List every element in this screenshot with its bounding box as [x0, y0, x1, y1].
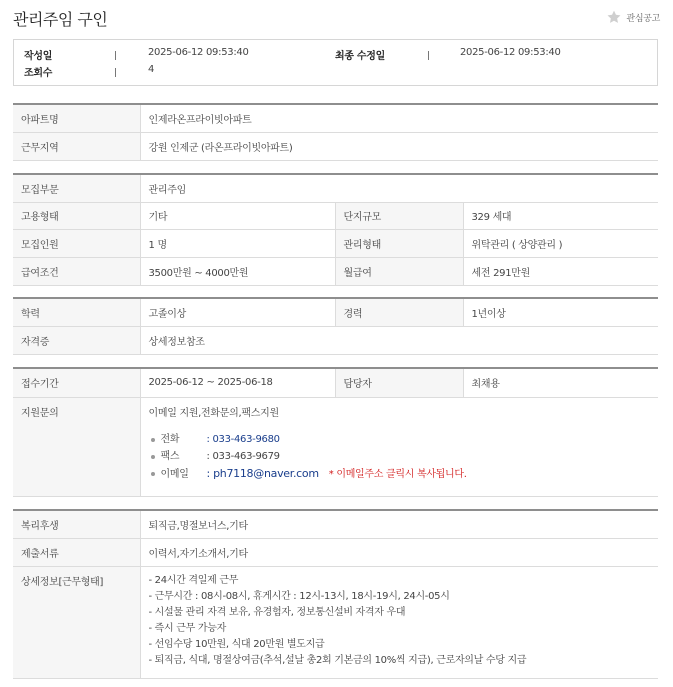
table-row — [13, 397, 658, 496]
documents-label: 제출서류 — [13, 538, 140, 566]
created-label: 작성일 — [24, 51, 53, 62]
contact-fax — [149, 448, 659, 465]
contact-phone — [149, 431, 659, 448]
table-row — [13, 257, 658, 285]
detail-line: - 선임수당 10만원, 식대 20만원 별도지급 — [148, 638, 325, 650]
welfare-value: 퇴직금,명절보너스,기타 — [140, 510, 658, 538]
email-link[interactable]: : ph7118@naver.com — [206, 466, 319, 480]
divider — [428, 51, 429, 60]
region-value: 강원 인제군 (라온프라이빗아파트) — [140, 132, 658, 160]
favorite-button[interactable] — [606, 9, 660, 25]
meta-row-views — [14, 64, 657, 81]
table-row — [13, 538, 658, 566]
license-label: 자격증 — [13, 326, 140, 354]
monthly-value: 세전 291만원 — [463, 257, 658, 285]
detail-lines — [149, 573, 659, 669]
salary-value: 3500만원 ~ 4000만원 — [140, 257, 335, 285]
apply-methods: 이메일 지원,전화문의,팩스지원 — [148, 407, 279, 419]
headcount-value: 1 명 — [140, 229, 335, 257]
table-row — [13, 229, 658, 257]
welfare-table — [13, 509, 658, 679]
detail-line: - 근무시간 : 08시-08시, 휴게시간 : 12시-13시, 18시-19시, 24시-05시 — [148, 590, 450, 602]
manager-label: 담당자 — [335, 368, 463, 397]
apartment-info-table — [13, 103, 658, 161]
views-value: 4 — [148, 64, 155, 75]
monthly-label: 월급여 — [335, 257, 463, 285]
table-row — [13, 174, 658, 202]
contact-email — [149, 465, 659, 482]
detail-cell — [140, 566, 658, 678]
fax-value: : 033-463-9679 — [206, 450, 280, 462]
management-value: 위탁관리 ( 상양관리 ) — [463, 229, 658, 257]
period-value: 2025-06-12 ~ 2025-06-18 — [140, 368, 335, 397]
table-row — [13, 132, 658, 160]
complex-size-label: 단지규모 — [335, 202, 463, 229]
detail-line: - 시설물 관리 자격 보유, 유경험자, 정보통신설비 자격자 우대 — [148, 606, 406, 618]
star-icon — [606, 9, 622, 25]
favorite-label: 관심공고 — [626, 13, 660, 24]
detail-label: 상세정보[근무형태] — [13, 566, 140, 678]
post-meta-box — [13, 39, 658, 86]
experience-label: 경력 — [335, 298, 463, 326]
divider — [115, 68, 116, 77]
license-value: 상세정보참조 — [140, 326, 658, 354]
category-label: 모집부문 — [13, 174, 140, 202]
detail-line: - 즉시 근무 가능자 — [148, 622, 226, 634]
management-label: 관리형태 — [335, 229, 463, 257]
complex-size-value: 329 세대 — [463, 202, 658, 229]
education-label: 학력 — [13, 298, 140, 326]
table-row — [13, 566, 658, 678]
modified-value: 2025-06-12 09:53:40 — [460, 47, 561, 58]
phone-link[interactable]: : 033-463-9680 — [206, 433, 280, 445]
table-row — [13, 104, 658, 132]
apply-label: 지원문의 — [13, 397, 140, 496]
welfare-label: 복리후생 — [13, 510, 140, 538]
apartment-label: 아파트명 — [13, 104, 140, 132]
apartment-value: 인제라온프라이빗아파트 — [140, 104, 658, 132]
fax-label: 팩스 — [160, 450, 180, 462]
employment-label: 고용형태 — [13, 202, 140, 229]
modified-label: 최종 수정일 — [335, 51, 385, 62]
application-table — [13, 367, 658, 497]
qualification-table — [13, 297, 658, 355]
views-label: 조회수 — [24, 68, 53, 79]
apply-cell — [140, 397, 658, 496]
meta-row-dates — [14, 47, 657, 64]
phone-label: 전화 — [160, 433, 180, 445]
headcount-label: 모집인원 — [13, 229, 140, 257]
email-copy-notice: * 이메일주소 클릭시 복사됩니다. — [328, 468, 467, 480]
created-value: 2025-06-12 09:53:40 — [148, 47, 249, 58]
salary-label: 급여조건 — [13, 257, 140, 285]
table-row — [13, 298, 658, 326]
detail-line: - 24시간 격일제 근무 — [148, 574, 239, 586]
page-header — [13, 6, 660, 30]
period-label: 접수기간 — [13, 368, 140, 397]
recruit-info-table — [13, 173, 658, 286]
education-value: 고졸이상 — [140, 298, 335, 326]
table-row — [13, 510, 658, 538]
manager-value: 최채용 — [463, 368, 658, 397]
email-label: 이메일 — [160, 468, 189, 480]
category-value: 관리주임 — [140, 174, 658, 202]
documents-value: 이력서,자기소개서,기타 — [140, 538, 658, 566]
contact-list — [149, 431, 659, 482]
page-title: 관리주임 구인 — [13, 10, 108, 29]
experience-value: 1년이상 — [463, 298, 658, 326]
divider — [115, 51, 116, 60]
table-row — [13, 368, 658, 397]
employment-value: 기타 — [140, 202, 335, 229]
region-label: 근무지역 — [13, 132, 140, 160]
table-row — [13, 202, 658, 229]
detail-line: - 퇴직금, 식대, 명절상여금(추석,설날 총2회 기본금의 10%씩 지급), 근로자의날 수당 지급 — [148, 654, 527, 666]
table-row — [13, 326, 658, 354]
